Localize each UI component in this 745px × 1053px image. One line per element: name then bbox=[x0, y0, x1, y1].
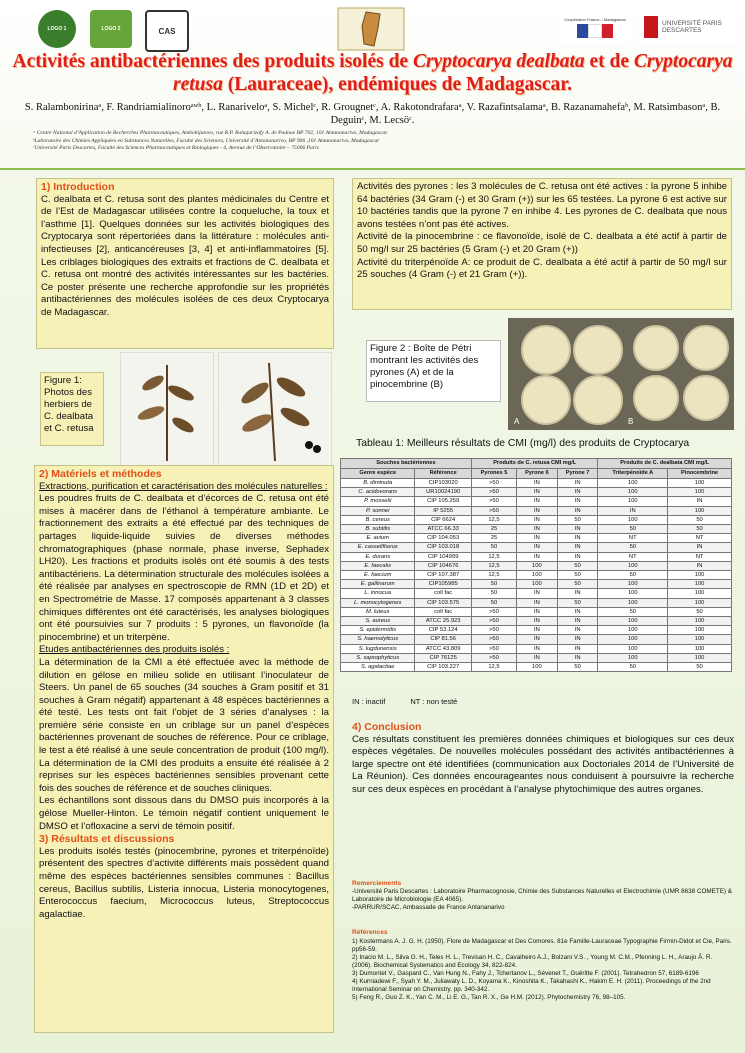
table-cell: 12,5 bbox=[471, 571, 516, 580]
table-cell: 100 bbox=[598, 580, 668, 589]
table-cell: 100 bbox=[598, 497, 668, 506]
table-cell: IN bbox=[557, 653, 598, 662]
table-row bbox=[341, 506, 732, 515]
table-cell: CIP 76125 bbox=[415, 653, 471, 662]
table-cell: 100 bbox=[517, 663, 558, 672]
table-row bbox=[341, 534, 732, 543]
methods-heading: 2) Matériels et méthodes bbox=[39, 468, 162, 480]
table-cell: 25 bbox=[471, 525, 516, 534]
table-cell: NT bbox=[668, 534, 732, 543]
table-cell: NT bbox=[598, 534, 668, 543]
table-cell: IN bbox=[557, 607, 598, 616]
table-cell-species: P. mosselii bbox=[341, 497, 415, 506]
table-cell: 100 bbox=[668, 653, 732, 662]
results-heading: 3) Résultats et discussions bbox=[39, 833, 175, 846]
table-cell: CIP 103.227 bbox=[415, 663, 471, 672]
table-row bbox=[341, 543, 732, 552]
table-cell: IN bbox=[557, 479, 598, 488]
table-row bbox=[341, 580, 732, 589]
table-cell: 100 bbox=[668, 626, 732, 635]
reference-item: 5) Feng R., Guo Z. K., Yan C. M., Li E. G., Tan R. X., Ge H.M. (2012). Phytochemistry 76, 98–105. bbox=[352, 994, 626, 1001]
table-cell: 100 bbox=[598, 561, 668, 570]
table-row bbox=[341, 607, 732, 616]
table-cell-species: S. aureus bbox=[341, 617, 415, 626]
table-cell: IN bbox=[517, 506, 558, 515]
table-cell: UR10024190 bbox=[415, 488, 471, 497]
reference-item: 3) Dumontet V., Gaspard C., Van Hung N., Fahy J., Tchertanov L., Sévenet T., Guéritte F. (2001). Tetrahedron 57, 6189-6196 bbox=[352, 970, 699, 977]
table-cell: 100 bbox=[598, 479, 668, 488]
table-cell: 50 bbox=[471, 580, 516, 589]
table-cell: 50 bbox=[598, 663, 668, 672]
table-cell: IN bbox=[517, 607, 558, 616]
table-cell: 100 bbox=[668, 617, 732, 626]
table-cell: 50 bbox=[598, 525, 668, 534]
table-cell: IP 5255 bbox=[415, 506, 471, 515]
remerciements-heading: Remerciements bbox=[352, 880, 402, 887]
authors: S. Ralambonirinaᵃ, F. Randriamialinoroᵃʷᵇ, L. Ranariveloᵃ, S. Michelᶜ, R. Grougnetᶜ, A. Rakotondrafaraᵃ, V. Razafintsalamaᵃ, B. Razanamahefaᵇ, M. Ratsimbasonᵃ, B. Deguinᶜ, M. Lecsöᶜ. bbox=[24, 102, 721, 126]
methods-results-box bbox=[34, 465, 334, 1033]
table-cell: 25 bbox=[471, 534, 516, 543]
table-cell: 100 bbox=[668, 479, 732, 488]
table-cell-species: L. innocua bbox=[341, 589, 415, 598]
reference-item: 2) Inacio M. L., Silva G. H., Teles H. L., Trevisan H. C., Cavalheiro A.J., Bolzani V.S. , Young M. C.M., Pfenning L. H., Araujo Â. R. (2006). Biochemical Systematics and Ecology 34, 822-824. bbox=[352, 954, 713, 969]
table-cell: 100 bbox=[598, 515, 668, 524]
table-cell: CIP 6624 bbox=[415, 515, 471, 524]
table-cell: 100 bbox=[517, 580, 558, 589]
table-cell: IN bbox=[517, 653, 558, 662]
figure2-label-b: B bbox=[628, 417, 634, 426]
table-row bbox=[341, 617, 732, 626]
table-group-retusa: Produits de C. retusa CMI mg/L bbox=[471, 459, 598, 469]
table-cell: IN bbox=[557, 644, 598, 653]
madagascar-map-logo bbox=[336, 6, 406, 52]
table-cell: IN bbox=[557, 552, 598, 561]
table-cell: IN bbox=[557, 617, 598, 626]
table-cell-species: B. subtilis bbox=[341, 525, 415, 534]
table-cell: 12,5 bbox=[471, 561, 516, 570]
table-cell-species: C. acidovorans bbox=[341, 488, 415, 497]
table-cell: 50 bbox=[668, 525, 732, 534]
table-group-dealbata: Produits de C. dealbata CMI mg/L bbox=[598, 459, 732, 469]
table-cell: ATCC 43.809 bbox=[415, 644, 471, 653]
references-list bbox=[352, 938, 732, 1002]
table-cell: 50 bbox=[557, 561, 598, 570]
table-row bbox=[341, 525, 732, 534]
table-cell: 50 bbox=[557, 598, 598, 607]
table-cell: 100 bbox=[598, 598, 668, 607]
introduction-text: C. dealbata et C. retusa sont des plantes médicinales du Centre et de l’Est de Madagascar utilisées contre la coqueluche, la toux et l’asthme [1]. Quelques données sur les activités biologiques des Cryptocarya sont répertoriées dans la littérature : molécules anti-infectieuses [2], anticancéreuses [3, 4] et anti-inflammatoires [5]. Les criblages biologiques des extraits et fractions de C. dealbata et C. retusa ont montré des activités intéressantes sur les bactéries. Ce poster présente une recherche approfondie sur les propriétés antibactériennes des molécules isolées de ces deux Cryptocarya de Madagascar. bbox=[41, 193, 329, 318]
table-cell: 50 bbox=[557, 663, 598, 672]
table-cell: 50 bbox=[471, 543, 516, 552]
table-cell: 100 bbox=[668, 506, 732, 515]
table-row bbox=[341, 552, 732, 561]
table-cell: CIP 53.124 bbox=[415, 626, 471, 635]
affiliations: ᵃ Centre National d’Application de Recherches Pharmaceutiques, Ambohijatovo, rue R.P. Rahajarizafy A. de Padoue BP 702, 101 Antananarivo, Madagascar. ᵇLaboratoire des Chimies Appliquées en Substances Naturelles, Faculté des Sciences, Université d’Antananarivo, BP 906 ,101 Antananarivo, Madagascar ᶜUniversité Paris Descartes, Faculté des Sciences Pharmaceutiques et Biologiques - 4, Avenue de l’Observatoire – 75006 Paris bbox=[33, 130, 389, 151]
herbarium-photo-dealbata bbox=[120, 352, 214, 466]
table-cell: CIP 81.56 bbox=[415, 635, 471, 644]
table-cell-species: E. durans bbox=[341, 552, 415, 561]
table-cell: CIP 104.053 bbox=[415, 534, 471, 543]
table-cell-species: E. faecalis bbox=[341, 561, 415, 570]
table-cell: 50 bbox=[668, 607, 732, 616]
table-cell: CIP 103.018 bbox=[415, 543, 471, 552]
table-cell: NT bbox=[598, 552, 668, 561]
table-row bbox=[341, 561, 732, 570]
figure2-caption: Figure 2 : Boîte de Pétri montrant les activités des pyrones (A) et de la pinocembrine (B) bbox=[366, 340, 501, 402]
table-legend: IN : inactif NT : non testé bbox=[352, 697, 458, 706]
table-cell-species: S. agalactiae bbox=[341, 663, 415, 672]
table-cell: >50 bbox=[471, 626, 516, 635]
table-cell: 100 bbox=[598, 644, 668, 653]
table-column-header: Référence bbox=[415, 469, 471, 479]
table-cell: CIP103020 bbox=[415, 479, 471, 488]
table-cell: 100 bbox=[598, 653, 668, 662]
table-cell: IN bbox=[557, 626, 598, 635]
table-row bbox=[341, 626, 732, 635]
table-cell: ATCC 25.923 bbox=[415, 617, 471, 626]
table-cell: IN bbox=[557, 506, 598, 515]
table-cell: IN bbox=[557, 488, 598, 497]
pyrones-activity-text: Activités des pyrones : les 3 molécules de C. retusa ont été actives : la pyrone 5 inhibe 64 bactéries (34 Gram (-) et 30 Gram (+)) sur les 65 testées. La pyrone 6 est active sur 10 bactéries tandis que la pyrone 7 en inhibe 4. Les pyrones de C. dealbata que nous avons testées n’ont pas été actives. bbox=[357, 181, 727, 230]
table-cell: 100 bbox=[668, 635, 732, 644]
table-row bbox=[341, 598, 732, 607]
table-cell: IN bbox=[557, 497, 598, 506]
table-cell: >50 bbox=[471, 506, 516, 515]
table-cell: CIP 107.387 bbox=[415, 571, 471, 580]
table-cell: IN bbox=[557, 525, 598, 534]
table-cell: IN bbox=[517, 479, 558, 488]
table-cell: 100 bbox=[598, 635, 668, 644]
table-column-header: Genre espèce bbox=[341, 469, 415, 479]
logo-paris-descartes: UNIVERSITÉ PARIS DESCARTES bbox=[640, 10, 736, 44]
methods-paragraph-3: Les échantillons sont dissous dans du DMSO puis incorporés à la gélose Mueller-Hinton. Le témoin négatif contient uniquement le DMSO et l’ofloxacine a servi de témoin positif. bbox=[39, 795, 329, 832]
table-column-header: Pyrones 5 bbox=[471, 469, 516, 479]
table-cell: >50 bbox=[471, 479, 516, 488]
table-row bbox=[341, 663, 732, 672]
table-cell: IN bbox=[668, 561, 732, 570]
reference-item: 1) Kostermans A. J. G. H. (1950). Flore de Madagascar et Des Comores. 81e Famille-Lauraceae Typographie Firmin-Didot et Cie, Paris. pp56-59. bbox=[352, 938, 732, 953]
table-cell: >50 bbox=[471, 653, 516, 662]
table-cell-species: S. epidermidis bbox=[341, 626, 415, 635]
table-row bbox=[341, 653, 732, 662]
table-cell: IN bbox=[517, 543, 558, 552]
table-cell: IN bbox=[517, 598, 558, 607]
table-cell: 100 bbox=[668, 580, 732, 589]
table-cell: >50 bbox=[471, 617, 516, 626]
table-cell: 100 bbox=[517, 571, 558, 580]
table-cell: >50 bbox=[471, 488, 516, 497]
table-cell: IN bbox=[668, 543, 732, 552]
table-cell: >50 bbox=[471, 644, 516, 653]
table-cell: 50 bbox=[471, 598, 516, 607]
table-cell: 50 bbox=[557, 515, 598, 524]
table-cell: IN bbox=[517, 589, 558, 598]
table-cell: 100 bbox=[668, 589, 732, 598]
table-cell-species: E. gallinarum bbox=[341, 580, 415, 589]
table-cell: 100 bbox=[668, 598, 732, 607]
table-cell: 100 bbox=[668, 488, 732, 497]
table-cell-species: S. haemolyticus bbox=[341, 635, 415, 644]
herbarium-photo-retusa bbox=[218, 352, 332, 466]
table-cell: IN bbox=[557, 534, 598, 543]
table-cell: 100 bbox=[598, 488, 668, 497]
methods-subheading-extraction: Extractions, purification et caractérisation des molécules naturelles : bbox=[39, 480, 328, 492]
table-row bbox=[341, 497, 732, 506]
table-cell-species: B. diminuta bbox=[341, 479, 415, 488]
table-cell: >50 bbox=[471, 497, 516, 506]
table-cell: CIP 104676 bbox=[415, 561, 471, 570]
conclusion-heading: 4) Conclusion bbox=[352, 721, 422, 733]
header-divider bbox=[0, 168, 745, 170]
poster-title: Activités antibactériennes des produits isolés de Cryptocarya dealbata et de Cryptocarya retusa (Lauraceae), endémiques de Madagascar. bbox=[12, 51, 733, 95]
methods-subheading-antibacterial: Etudes antibactériennes des produits isolés : bbox=[39, 644, 230, 656]
logo-france-cooperation: Coopération France – Madagascar bbox=[560, 10, 630, 44]
logo-1: LOGO 1 bbox=[38, 10, 76, 48]
table-column-header: Pyrone 6 bbox=[517, 469, 558, 479]
table-cell-species: P. sonnei bbox=[341, 506, 415, 515]
table-cell: 50 bbox=[598, 543, 668, 552]
table-cell: NT bbox=[668, 552, 732, 561]
remerciements-text: -Université Paris Descartes : Laboratoire Pharmacognosie, Chimie des Substances Naturelles et Electrochimie (UMR 8638 COMETE) & Laboratoire de Microbiologie (EA 4065). -PARRUR/SCAC, Ambassade de France Antananarivo bbox=[352, 888, 732, 911]
table-cell-species: E. casseliflavus bbox=[341, 543, 415, 552]
conclusion-section bbox=[352, 721, 734, 797]
methods-paragraph-1: Les poudres fruits de C. dealbata et d’écorces de C. retusa ont été mises à macérer dans de l’éthanol à température ambiante. Le fractionnement des extraits a été effectué par des techniques de partages liquide-liquide suivies de diverses méthodes chromatographiques (phase normale, phase inverse, Sephadex LH20). Les fractions et produits isolés ont été soumis à des tests antibactériens. La détermination structurale des molécules isolées a été réalisée par analyses en spectroscopie de RMN (1D et 2D) et en Spectrométrie de Masse. 17 composés appartenant à 3 classes chimiques différentes ont été caractérisés, les analyses biologiques ont été poursuivies sur 7 produits : 5 pyrones, un flavonoïde (la pinocembrine) et un triterpène. bbox=[39, 493, 329, 643]
table-cell-species: S. saprophyticus bbox=[341, 653, 415, 662]
table-cell: CIP 104999 bbox=[415, 552, 471, 561]
triterpenoid-activity-text: Activité du triterpénoïde A: ce produit de C. dealbata a été actif à partir de 50 mg/l sur 25 souches (4 Gram (-) et 21 Gram (+)). bbox=[357, 256, 727, 281]
methods-paragraph-2: La détermination de la CMI a été effectuée avec la méthode de dilution en gélose en milieu solide en utilisant l’inoculateur de Steers. Un panel de 65 souches (34 souches à Gram positif et 31 souches à Gram négatif) appartenant à 48 espèces bactériennes a été testé. Les tests ont fait l’objet de 3 séries d’analyses : la première série consiste en un criblage sur un panel d’espèces bactériennes provenant de souches de référence. Pour ce criblage, le test a été réalisé à une seule concentration de produit (100 mg/l). La détermination de la CMI des produits a ensuite été réalisée à 2 reprises sur les espèces bactériennes sensibles provenant cette fois des souches de référence et de souches cliniques. bbox=[39, 656, 329, 794]
table-cell: 100 bbox=[668, 644, 732, 653]
table-cell: ATCC 66.33 bbox=[415, 525, 471, 534]
table-cell: IN bbox=[517, 525, 558, 534]
table-cell: 100 bbox=[517, 561, 558, 570]
table-cell: IN bbox=[517, 515, 558, 524]
table-cell: 50 bbox=[557, 571, 598, 580]
table-cell: IN bbox=[668, 497, 732, 506]
table-cell: coll fac bbox=[415, 607, 471, 616]
table-cell: 12,5 bbox=[471, 515, 516, 524]
table-cell-species: S. lugdunensis bbox=[341, 644, 415, 653]
table-cell: coll fac bbox=[415, 589, 471, 598]
cmi-table bbox=[340, 458, 732, 672]
table-cell: IN bbox=[557, 635, 598, 644]
table-cell: IN bbox=[517, 497, 558, 506]
table-cell: 50 bbox=[668, 663, 732, 672]
logo-2: LOGO 2 bbox=[90, 10, 132, 48]
table-cell: IN bbox=[557, 543, 598, 552]
table-column-header: Triterpénoïde A bbox=[598, 469, 668, 479]
table-cell: >50 bbox=[471, 607, 516, 616]
introduction-heading: 1) Introduction bbox=[41, 181, 115, 193]
table-row bbox=[341, 589, 732, 598]
table-row bbox=[341, 644, 732, 653]
table-column-header: Pyrone 7 bbox=[557, 469, 598, 479]
table-cell: CIP 105.259 bbox=[415, 497, 471, 506]
conclusion-text: Ces résultats constituent les premières données chimiques et biologiques sur ces deux espèces végétales. De nouvelles molécules possédant des activités antibactériennes à large spectre ont été identifiées (communication aux Doctoriales 2014 de l’Université de La Réunion). Ces données encourageantes nous conduisent à poursuivre la recherche sur ces deux espèces en procédant à l’analyse phytochimique des autres organes. bbox=[352, 733, 734, 795]
table-cell-species: L. monocytogenes bbox=[341, 598, 415, 607]
table-cell: IN bbox=[517, 534, 558, 543]
table-cell: IN bbox=[517, 488, 558, 497]
table-title: Tableau 1: Meilleurs résultats de CMI (mg/l) des produits de Cryptocarya bbox=[356, 438, 690, 449]
references-heading: Références bbox=[352, 929, 388, 936]
petri-dish-photo bbox=[508, 318, 734, 430]
table-row bbox=[341, 488, 732, 497]
table-column-header: Pinocembrine bbox=[668, 469, 732, 479]
table-cell: 100 bbox=[668, 571, 732, 580]
table-group-souches: Souches bactériennes bbox=[341, 459, 472, 469]
table-cell: 100 bbox=[598, 617, 668, 626]
table-cell: IN bbox=[517, 552, 558, 561]
table-cell: 50 bbox=[668, 515, 732, 524]
table-cell-species: E. avium bbox=[341, 534, 415, 543]
table-cell-species: M. luteus bbox=[341, 607, 415, 616]
table-cell: 50 bbox=[598, 571, 668, 580]
table-cell: CIP 103.575 bbox=[415, 598, 471, 607]
table-cell: 12,5 bbox=[471, 552, 516, 561]
table-cell: IN bbox=[517, 626, 558, 635]
pinocembrine-activity-text: Activité de la pinocembrine : ce flavonoïde, isolé de C. dealbata a été actif à partir de 50 mg/l sur 25 bactéries (5 Gram (-) et 20 Gram (+)) bbox=[357, 231, 727, 255]
results-paragraph-1: Les produits isolés testés (pinocembrine, pyrones et triterpénoïde) présentent des spectres d’activité différents mais possèdent quand même des espèces bactériennes sensibles communes : Bacillus cereus, Bacillus subtilis, Listeria innocua, Listeria monocytogenes, Enterococcus faecium, Micrococcus luteus, Streptococcus agalactiae. bbox=[39, 845, 329, 920]
table-row bbox=[341, 571, 732, 580]
table-cell: IN bbox=[517, 644, 558, 653]
table-cell: >50 bbox=[471, 635, 516, 644]
table-cell: 50 bbox=[471, 589, 516, 598]
table-cell: IN bbox=[517, 617, 558, 626]
table-cell: 100 bbox=[598, 589, 668, 598]
table-row bbox=[341, 635, 732, 644]
table-cell: 100 bbox=[598, 626, 668, 635]
table-cell: IN bbox=[557, 589, 598, 598]
table-row bbox=[341, 515, 732, 524]
results-continued-box bbox=[352, 178, 732, 310]
figure2-label-a: A bbox=[514, 417, 520, 426]
table-cell: IN bbox=[517, 635, 558, 644]
figure1-caption: Figure 1: Photos des herbiers de C. dealbata et C. retusa bbox=[40, 372, 104, 446]
table-row bbox=[341, 479, 732, 488]
table-cell-species: E. faecium bbox=[341, 571, 415, 580]
logo-cas: CAS bbox=[145, 10, 189, 52]
table-cell: 50 bbox=[557, 580, 598, 589]
introduction-box bbox=[36, 178, 334, 349]
reference-item: 4) Kurniadewi F., Syah Y. M., Juliawaty L. D., Koyama K., Kinoshita K., Takahashi K., Hakim E. H. (2011). Proceedings of the 2nd International Seminar on Chemistry. pp. 340-342. bbox=[352, 978, 711, 993]
table-cell-species: B. cereus bbox=[341, 515, 415, 524]
table-cell: 12,5 bbox=[471, 663, 516, 672]
table-cell: 50 bbox=[598, 607, 668, 616]
table-cell: IN bbox=[598, 506, 668, 515]
table-cell: CIP105985 bbox=[415, 580, 471, 589]
